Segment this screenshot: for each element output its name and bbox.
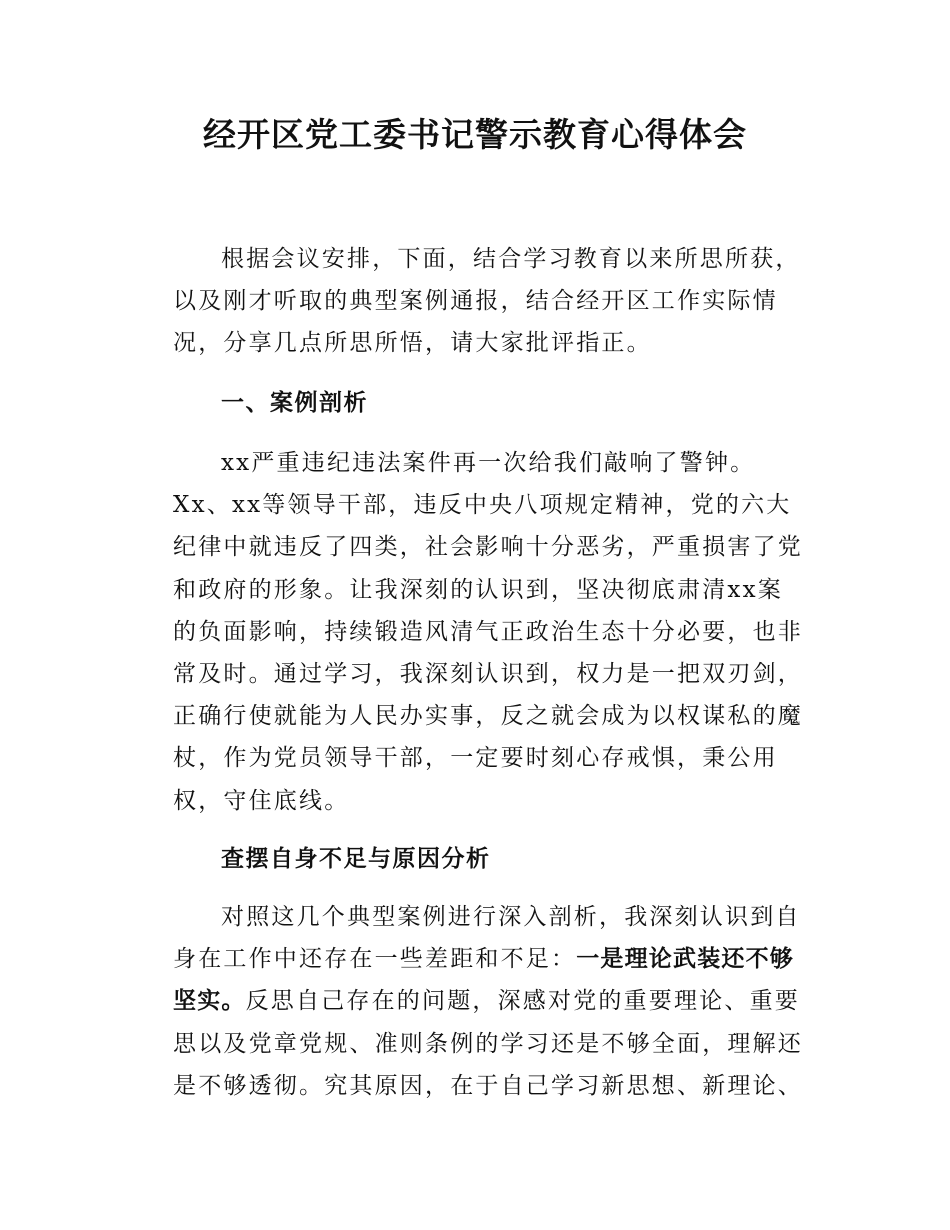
self-examination-paragraph: [173, 896, 803, 1107]
paragraph-text-start: 对照这几个典型案例进行深入剖析，我深刻认识到自身在工作中还存在一些差距和不足：: [173, 904, 801, 973]
bold-key-point: 一是理论武装还不够坚实。: [173, 946, 795, 1015]
section-heading-case-analysis: 一、案例剖析: [221, 390, 368, 416]
document-title: 经开区党工委书记警示教育心得体会: [203, 115, 747, 154]
intro-paragraph: 根据会议安排，下面，结合学习教育以来所思所获，以及刚才听取的典型案例通报，结合经开区工作实际情况，分享几点所思所悟，请大家批评指正。: [173, 246, 801, 357]
section-heading-self-examination: 查摆自身不足与原因分析: [221, 846, 491, 872]
paragraph-text-end: 反思自己存在的问题，深感对党的重要理论、重要思以及党章党规、准则条例的学习还是不够全面，理解还是不够透彻。究其原因，在于自己学习新思想、新理论、: [173, 988, 803, 1099]
case-analysis-paragraph: xx严重违纪违法案件再一次给我们敲响了警钟。Xx、xx等领导干部，违反中央八项规定精神，党的六大纪律中就违反了四类，社会影响十分恶劣，严重损害了党和政府的形象。让我深刻的认识到，坚决彻底肃清xx案的负面影响，持续锻造风清气正政治生态十分必要，也非常及时。通过学习，我深刻认识到，权力是一把双刃剑，正确行使就能为人民办实事，反之就会成为以权谋私的魔杖，作为党员领导干部，一定要时刻心存戒惧，秉公用权，守住底线。: [173, 450, 803, 814]
